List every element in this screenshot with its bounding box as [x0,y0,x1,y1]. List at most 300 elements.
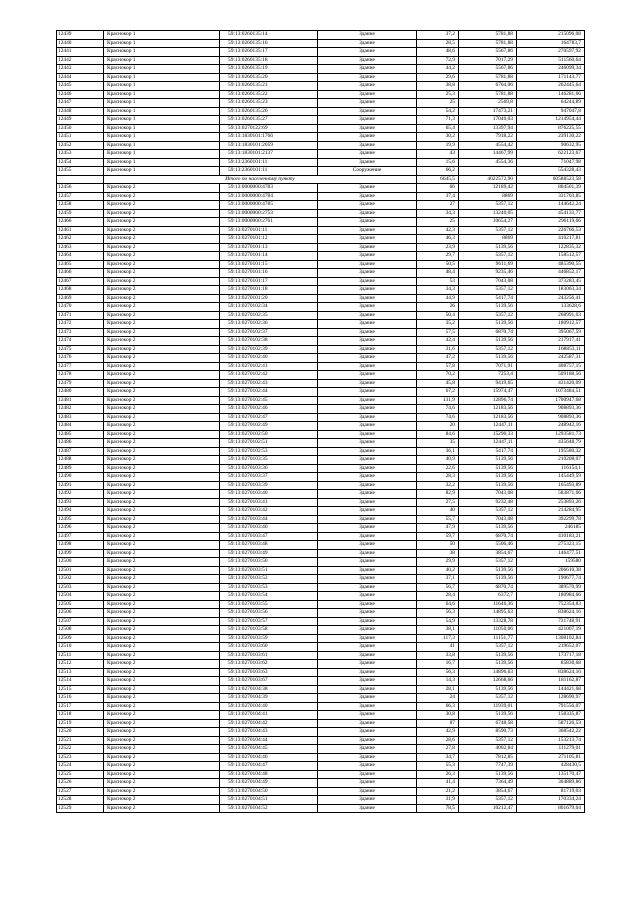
cadastral-number: 59:13:0270104:47 [220,762,318,771]
area-value: 28,1 [417,685,459,694]
object-type: Здание [318,575,417,584]
object-type: Здание [318,405,417,414]
cadastral-number: 59:13:0270102:46 [220,405,318,414]
settlement-name: Краснокор 2 [104,668,220,677]
table-row [57,447,585,456]
table-row [57,320,585,329]
cadastral-number: 59:13:0270101:15 [220,260,318,269]
cadastral-value: 1700947,68 [517,396,585,405]
cadastral-value: 71047,98 [517,158,585,167]
cadastral-number: 59:13:0270103:62 [220,660,318,669]
area-value: 55,3 [417,762,459,771]
unit-price: 5357,12 [459,201,517,210]
cadastral-number: 59:13:0270101:18 [220,286,318,295]
settlement-name: Краснокор 2 [104,252,220,261]
cadastral-value: 908893,36 [517,413,585,422]
settlement-name: Краснокор 2 [104,736,220,745]
unit-price: 11939,01 [459,702,517,711]
cadastral-number: 59:13:0270104:46 [220,753,318,762]
cadastral-number: 59:13:0260135:16 [220,39,318,48]
cadastral-value: 838624,16 [517,609,585,618]
row-number: 12514 [57,677,104,686]
cadastral-value: 446852,17 [517,269,585,278]
unit-price: 4002,84 [459,745,517,754]
area-value: 64,6 [417,600,459,609]
area-value: 131,9 [417,396,459,405]
area-value: 66,3 [417,702,459,711]
table-row [57,804,585,813]
cadastral-value: 296119,66 [517,218,585,227]
area-value: 31,6 [417,345,459,354]
table-row [57,643,585,652]
row-number: 12483 [57,413,104,422]
cadastral-value: 421007,19 [517,626,585,635]
cadastral-value: 248942,16 [517,422,585,431]
cadastral-number: 59:13:0270104:52 [220,804,318,813]
object-type: Здание [318,566,417,575]
table-row [57,337,585,346]
object-type: Здание [318,634,417,643]
cadastral-value: 331703,85 [517,192,585,201]
cadastral-number: 59:13:0000000:2761 [220,218,318,227]
object-type: Здание [318,243,417,252]
table-row [57,532,585,541]
table-row [57,498,585,507]
row-number: 12510 [57,643,104,652]
row-number: 12484 [57,422,104,431]
table-row [57,277,585,286]
settlement-name: Краснокор 2 [104,685,220,694]
cadastral-number: 59:13:0260135:14 [220,31,318,40]
cadastral-number: 59:13:0270103:51 [220,566,318,575]
settlement-name: Краснокор 2 [104,719,220,728]
unit-price: 12896,74 [459,396,517,405]
cadastral-number: 59:13:0270103:52 [220,575,318,584]
cadastral-value: 435648,79 [517,439,585,448]
cadastral-value: 165493,89 [517,481,585,490]
unit-price: 5139,56 [459,481,517,490]
row-number: 12477 [57,362,104,371]
area-value: 16,7 [417,660,459,669]
unit-price: 9232,48 [459,498,517,507]
settlement-name: Краснокор 2 [104,269,220,278]
cadastral-number: 59:13:0270102:45 [220,396,318,405]
settlement-name: Краснокор 1 [104,150,220,159]
row-number: 12464 [57,252,104,261]
area-value: 43 [417,150,459,159]
settlement-name: Краснокор 2 [104,371,220,380]
object-type: Здание [318,141,417,150]
table-row [57,252,585,261]
unit-price: 5567,86 [459,48,517,57]
object-type: Здание [318,320,417,329]
area-value: 30,8 [417,711,459,720]
cadastral-number: 59:13:0270102:42 [220,371,318,380]
unit-price: 9235,46 [459,269,517,278]
table-row [57,73,585,82]
cadastral-number: 59:13:0270104:50 [220,787,318,796]
unit-price: 3854,67 [459,787,517,796]
row-number: 12492 [57,490,104,499]
object-type: Здание [318,643,417,652]
cadastral-number: 59:13:0260135:23 [220,99,318,108]
cadastral-number: 59:13:0270102:50 [220,430,318,439]
table-row [57,396,585,405]
settlement-name: Краснокор 1 [104,82,220,91]
object-type: Здание [318,116,417,125]
area-value: 65,4 [417,124,459,133]
settlement-name: Краснокор 2 [104,558,220,567]
cadastral-value: 164783,7 [517,39,585,48]
unit-price: 5567,86 [459,65,517,74]
area-value: 48,6 [417,48,459,57]
settlement-name: Краснокор 2 [104,201,220,210]
settlement-name: Краснокор 2 [104,592,220,601]
area-value: 26,3 [417,770,459,779]
object-type: Здание [318,422,417,431]
row-number: 12494 [57,507,104,516]
area-value: 38,1 [417,626,459,635]
object-type: Здание [318,753,417,762]
area-value: 35 [417,439,459,448]
area-value: 29,6 [417,73,459,82]
settlement-name: Краснокор 1 [104,39,220,48]
object-type: Здание [318,592,417,601]
area-value: 48,4 [417,269,459,278]
cadastral-number: 59:13:1830101:2137 [220,150,318,159]
area-value: 32,2 [417,481,459,490]
object-type: Здание [318,787,417,796]
cadastral-value: 144642,24 [517,201,585,210]
object-type: Здание [318,626,417,635]
table-row [57,430,585,439]
unit-price: 6870,74 [459,583,517,592]
settlement-name: Краснокор 2 [104,583,220,592]
row-number: 12463 [57,243,104,252]
object-type: Здание [318,235,417,244]
object-type: Здание [318,541,417,550]
table-row [57,762,585,771]
row-number: 12489 [57,464,104,473]
row-number: 12527 [57,787,104,796]
table-row [57,541,585,550]
cadastral-number: 59:13:0260135:27 [220,116,318,125]
cadastral-value: 583871,66 [517,490,585,499]
unit-price: 15974,47 [459,388,517,397]
cadastral-value: 243256,41 [517,294,585,303]
row-number: 12440 [57,39,104,48]
area-value: 34,3 [417,286,459,295]
area-value: 44,2 [417,65,459,74]
unit-price: 4554,36 [459,158,517,167]
unit-price: 5357,12 [459,694,517,703]
object-type: Здание [318,48,417,57]
unit-price: 7253,4 [459,371,517,380]
row-number: 12446 [57,90,104,99]
area-value: 25,3 [417,90,459,99]
settlement-name: Краснокор 2 [104,745,220,754]
row-number: 12504 [57,592,104,601]
cadastral-value: 389570,99 [517,583,585,592]
unit-price: 12189,42 [459,184,517,193]
cadastral-number: 59:13:0270102:36 [220,320,318,329]
unit-price: 8869 [459,235,517,244]
table-row [57,141,585,150]
row-number: 12449 [57,116,104,125]
row-number: 12498 [57,541,104,550]
table-row [57,456,585,465]
cadastral-value: 392299,78 [517,515,585,524]
row-number: 12451 [57,133,104,142]
cadastral-number: 59:13:0270104:45 [220,745,318,754]
row-number: 12497 [57,532,104,541]
object-type: Здание [318,90,417,99]
table-row [57,796,585,805]
table-row [57,311,585,320]
unit-price: 5781,88 [459,31,517,40]
cadastral-value: 214284,95 [517,507,585,516]
object-type: Здание [318,133,417,142]
settlement-name: Краснокор 2 [104,422,220,431]
cadastral-value: 731748,91 [517,617,585,626]
settlement-name: Краснокор 2 [104,498,220,507]
cadastral-value: 90632,95 [517,141,585,150]
row-number: 12455 [57,167,104,176]
area-value: 26 [417,303,459,312]
area-value: 37,1 [417,575,459,584]
cadastral-number: 59:13:0000000:4784 [220,192,318,201]
cadastral-number: 59:13:0270104:40 [220,702,318,711]
row-number: 12487 [57,447,104,456]
table-row [57,566,585,575]
table-row [57,787,585,796]
cadastral-value: 226766,53 [517,226,585,235]
cadastral-number: 59:13:0270104:38 [220,685,318,694]
unit-price: 5357,12 [459,345,517,354]
area-value: 27 [417,201,459,210]
cadastral-number: 59:13:0270103:40 [220,490,318,499]
cadastral-value: 145449,59 [517,473,585,482]
row-number: 12522 [57,745,104,754]
table-row [57,201,585,210]
cadastral-value: 190677,74 [517,575,585,584]
cadastral-number: 59:13:0270103:54 [220,592,318,601]
object-type: Здание [318,507,417,516]
object-type: Здание [318,311,417,320]
area-value: 74,6 [417,413,459,422]
settlement-name: Краснокор 1 [104,48,220,57]
cadastral-value: 171143,77 [517,73,585,82]
settlement-name: Краснокор 2 [104,473,220,482]
area-value: 71,3 [417,116,459,125]
object-type: Здание [318,498,417,507]
unit-price: 7812,85 [459,753,517,762]
table-row [57,362,585,371]
area-value: 29,7 [417,252,459,261]
row-number: 12475 [57,345,104,354]
cadastral-number: 59:13:0000000:4783 [220,184,318,193]
unit-price: 5139,56 [459,770,517,779]
object-type: Здание [318,660,417,669]
cadastral-value: 173717,18 [517,651,585,660]
object-type: Здание [318,99,417,108]
settlement-name: Краснокор 2 [104,209,220,218]
table-row [57,99,585,108]
unit-price: 8869 [459,192,517,201]
settlement-name: Краснокор 2 [104,490,220,499]
row-number: 12460 [57,218,104,227]
object-type: Здание [318,396,417,405]
object-type: Сооружение [318,167,417,176]
unit-price: 5357,12 [459,507,517,516]
area-value: 28,4 [417,592,459,601]
unit-price: 9611,69 [459,260,517,269]
table-row [57,39,585,48]
cadastral-value: 838624,16 [517,668,585,677]
cadastral-number: 59:13:0270101:13 [220,243,318,252]
cadastral-value: 395067,59 [517,328,585,337]
object-type: Здание [318,694,417,703]
unit-price: 5139,56 [459,660,517,669]
unit-price: 5139,56 [459,456,517,465]
object-type: Здание [318,430,417,439]
object-type: Здание [318,286,417,295]
object-type: Здание [318,473,417,482]
cadastral-value: 242587,31 [517,354,585,363]
settlement-name: Краснокор 2 [104,566,220,575]
settlement-name: Краснокор 1 [104,167,220,176]
settlement-name: Краснокор 2 [104,413,220,422]
area-value: 41 [417,643,459,652]
area-value: 66 [417,184,459,193]
object-type: Здание [318,269,417,278]
unit-price: 5139,56 [459,337,517,346]
object-type: Здание [318,73,417,82]
settlement-name: Краснокор 2 [104,456,220,465]
table-row [57,694,585,703]
total-price: 4022572,90 [459,175,517,184]
cadastral-number: 59:13:0270103:53 [220,583,318,592]
cadastral-value: 454133,77 [517,209,585,218]
settlement-name: Краснокор 1 [104,73,220,82]
area-value: 30,2 [417,133,459,142]
row-number: 12503 [57,583,104,592]
settlement-name: Краснокор 2 [104,218,220,227]
table-row [57,745,585,754]
object-type: Здание [318,456,417,465]
object-type: Здание [318,439,417,448]
unit-price: 13397,94 [459,124,517,133]
area-value: 31,9 [417,796,459,805]
object-type: Здание [318,379,417,388]
unit-price: 5139,56 [459,464,517,473]
row-number: 12458 [57,201,104,210]
cadastral-number: 59:13:0270102:53 [220,447,318,456]
object-type: Здание [318,218,417,227]
cadastral-value: 268991,03 [517,311,585,320]
object-type: Здание [318,328,417,337]
area-value: 42,9 [417,728,459,737]
area-value: 21,2 [417,787,459,796]
area-value: 50 [417,541,459,550]
object-type: Здание [318,31,417,40]
cadastral-number: 59:13:0270122:69 [220,124,318,133]
row-number: 12505 [57,600,104,609]
unit-price: 6764,06 [459,82,517,91]
cadastral-number: 59:13:0270102:38 [220,337,318,346]
settlement-name: Краснокор 2 [104,388,220,397]
table-row [57,770,585,779]
row-number: 12441 [57,48,104,57]
area-value: 56,3 [417,668,459,677]
cadastral-number: 59:13:0270104:48 [220,770,318,779]
cadastral-value: 410183,21 [517,532,585,541]
area-value: 27,5 [417,498,459,507]
cadastral-number: 59:13:1830101:1766 [220,133,318,142]
settlement-name: Краснокор 2 [104,396,220,405]
settlement-name: Краснокор 2 [104,609,220,618]
unit-price: 5781,88 [459,39,517,48]
area-value: 47,2 [417,354,459,363]
table-row [57,269,585,278]
row-number: 12481 [57,396,104,405]
area-value: 28,6 [417,736,459,745]
table-row [57,192,585,201]
unit-price: 12447,11 [459,422,517,431]
cadastral-value: 144421,68 [517,685,585,694]
cadastral-value: 511560,64 [517,56,585,65]
unit-price: 4554,42 [459,141,517,150]
object-type: Здание [318,745,417,754]
cadastral-value: 804501,39 [517,184,585,193]
table-row [57,728,585,737]
cadastral-value: 116154,1 [517,464,585,473]
unit-price: 5357,12 [459,252,517,261]
unit-price: 14895,63 [459,609,517,618]
unit-price [459,167,517,176]
cadastral-number: 59:13:0270104:41 [220,711,318,720]
cadastral-value: 168853,11 [517,345,585,354]
cadastral-number: 59:13:0270104:51 [220,796,318,805]
row-number: 12462 [57,235,104,244]
table-row [57,133,585,142]
settlement-name: Краснокор 2 [104,541,220,550]
cadastral-number: 59:13:0270102:51 [220,439,318,448]
cadastral-value: 876225,55 [517,124,585,133]
cadastral-number: 59:13:0270104:44 [220,736,318,745]
cadastral-number: 59:13:0270101:16 [220,269,318,278]
settlement-name: Краснокор 1 [104,90,220,99]
unit-price: 12447,11 [459,439,517,448]
cadastral-number: 59:13:1830101:2059 [220,141,318,150]
unit-price: 8590,73 [459,728,517,737]
area-value: 78,5 [417,804,459,813]
object-type: Здание [318,736,417,745]
unit-price: 5139,56 [459,566,517,575]
settlement-name: Краснокор 2 [104,702,220,711]
row-number: 12518 [57,711,104,720]
object-type: Здание [318,515,417,524]
cadastral-number: 59:13:0270103:55 [220,600,318,609]
cadastral-value: 111279,01 [517,745,585,754]
object-type: Здание [318,345,417,354]
cadastral-value: 752354,83 [517,600,585,609]
unit-price: 7918,22 [459,133,517,142]
object-type: Здание [318,711,417,720]
unit-price: 5357,12 [459,286,517,295]
settlement-name: Краснокор 2 [104,575,220,584]
settlement-name: Краснокор 2 [104,711,220,720]
